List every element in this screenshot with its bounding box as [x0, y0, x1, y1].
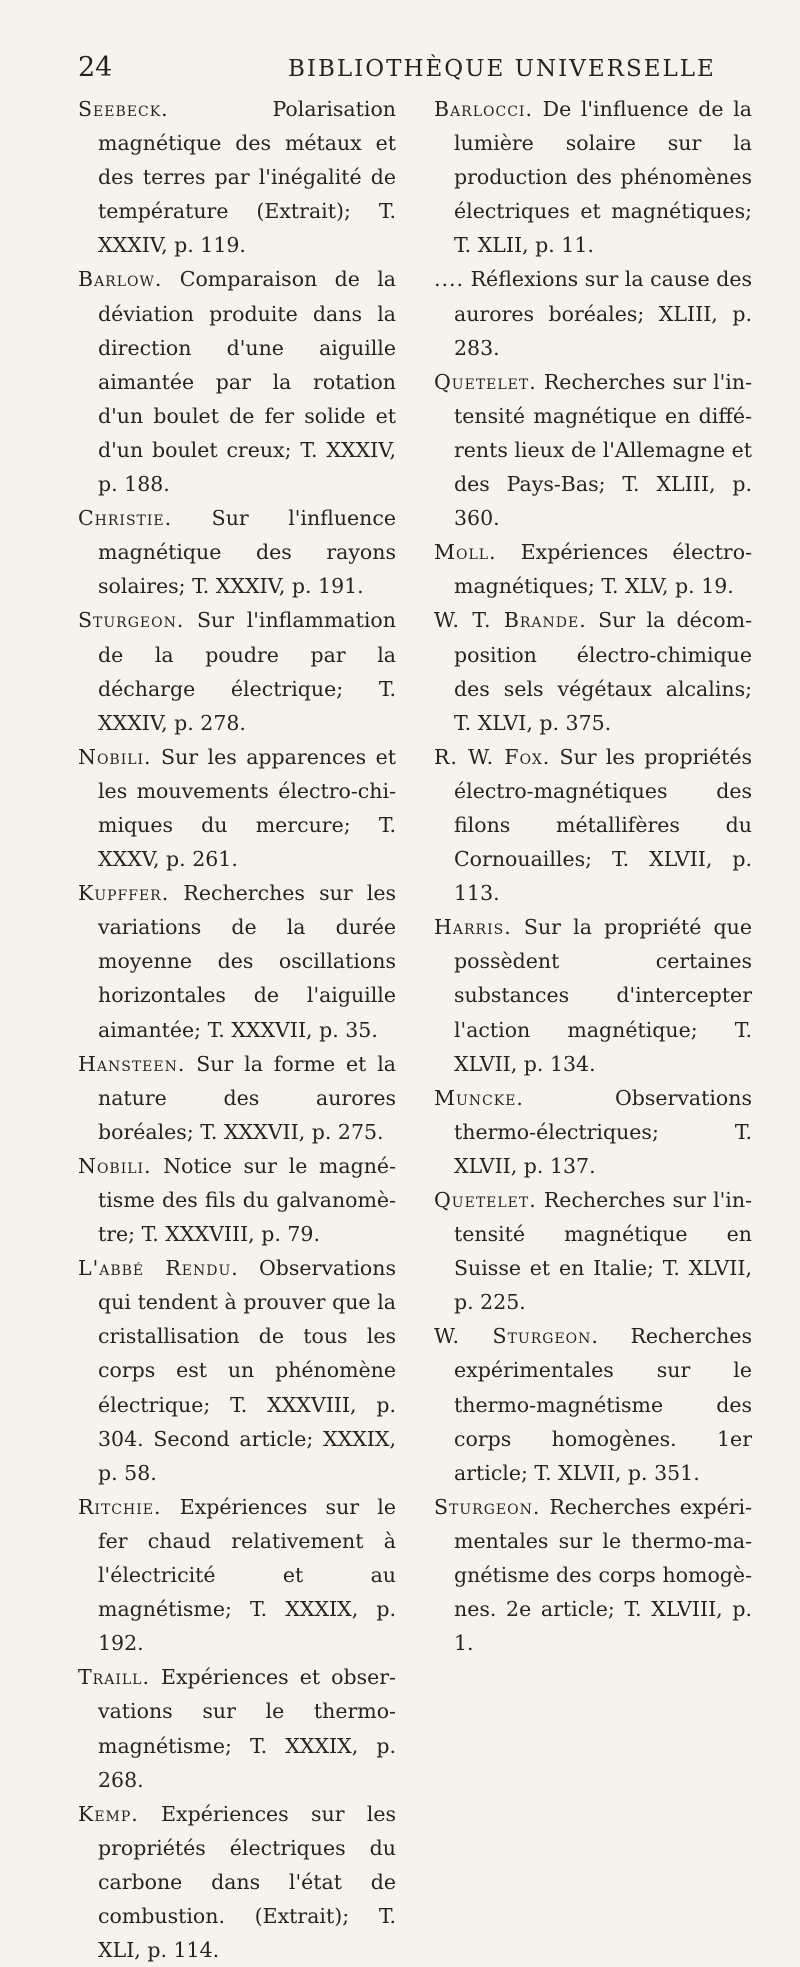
- bibliography-entry: [434, 910, 752, 1080]
- entry-text: Recherches expérimentales sur le thermo-magnétisme des corps homogènes. 2e article; T. XLVIII, p. 1.: [454, 1494, 752, 1656]
- bibliography-entry: [434, 365, 752, 535]
- bibliography-entry: [78, 1251, 396, 1490]
- entry-author: Muncke.: [434, 1085, 524, 1110]
- entry-text: Expériences sur les propriétés électriques du carbone dans l'état de combustion. (Extrait); T. XLI, p. 114.: [98, 1801, 396, 1963]
- bibliography-entry: [434, 1490, 752, 1660]
- entry-text: Sur la décomposition électro-chimique des sels végétaux alcalins; T. XLVI, p. 375.: [454, 608, 752, 735]
- entry-author: L'abbé Rendu.: [78, 1256, 239, 1281]
- bibliography-entry: [78, 1797, 396, 1967]
- entry-text: Recherches sur les variations de la durée moyenne des oscillations horizontales de l'aiguille aimantée; T. XXXVII, p. 35.: [98, 881, 396, 1042]
- entry-author: Ritchie.: [78, 1494, 162, 1519]
- entry-text: Comparaison de la déviation produite dans la direction d'une aiguille aimantée par la rotation d'un boulet de fer solide et d'un boulet creux; T. XXXIV, p. 188.: [98, 267, 396, 497]
- bibliography-entry: [78, 603, 396, 739]
- entry-text: Expériences électro-magnétiques; T. XLV, p. 19.: [454, 540, 752, 599]
- entry-author: Barlocci.: [434, 97, 533, 121]
- entry-author: Moll.: [434, 540, 497, 565]
- entry-text: Recherches expérimentales sur le thermo-magnétisme des corps homogènes. 1er article; T. XLVII, p. 351.: [454, 1324, 752, 1485]
- bibliography-entry: [78, 876, 396, 1046]
- entry-text: Notice sur le magnétisme des fils du galvanomètre; T. XXXVIII, p. 79.: [98, 1153, 396, 1247]
- bibliography-entry: [78, 1660, 396, 1796]
- entry-author: ....: [434, 267, 465, 292]
- entry-text: Sur l'influence magnétique des rayons solaires; T. XXXIV, p. 191.: [98, 506, 396, 599]
- entry-author: Harris.: [434, 915, 512, 940]
- entry-author: Nobili.: [78, 744, 152, 769]
- bibliography-entry: [434, 740, 752, 910]
- bibliography-entry: [78, 1490, 396, 1660]
- entry-author: W. T. Brande.: [434, 608, 587, 633]
- bibliography-entry: [78, 501, 396, 603]
- bibliography-entry: [78, 262, 396, 501]
- bibliography-entry: [434, 1319, 752, 1489]
- entry-author: W. Sturgeon.: [434, 1324, 599, 1349]
- bibliography-entry: [434, 92, 752, 262]
- bibliography-entry: [434, 262, 752, 364]
- entry-text: Polarisation magnétique des métaux et des terres par l'inégalité de température (Extrait); T. XXXIV, p. 119.: [98, 97, 396, 258]
- entry-author: Hansteen.: [78, 1051, 186, 1076]
- bibliography-entry: [434, 1183, 752, 1319]
- bibliography-entry: [434, 1081, 752, 1183]
- entry-author: Christie.: [78, 506, 173, 531]
- entry-author: Kemp.: [78, 1801, 139, 1826]
- entry-author: Seebeck.: [78, 97, 169, 121]
- entry-author: Kupffer.: [78, 881, 170, 906]
- entry-text: Sur la forme et la nature des aurores boréales; T. XXXVII, p. 275.: [98, 1051, 396, 1144]
- entry-text: De l'influence de la lumière solaire sur la production des phénomènes électriques et magnétiques; T. XLII, p. 11.: [454, 97, 752, 258]
- entry-text: Recherches sur l'intensité magnétique en différents lieux de l'Allemagne et des Pays-Bas; T. XLIII, p. 360.: [454, 369, 752, 531]
- entry-text: Sur les apparences et les mouvements électro-chimiques du mercure; T. XXXV, p. 261.: [98, 744, 396, 872]
- bibliography-entry: [78, 740, 396, 876]
- entry-text: Sur la propriété que possèdent certaines substances d'intercepter l'action magnétique; T. XLVII, p. 134.: [454, 915, 752, 1076]
- bibliography-entry: [78, 1149, 396, 1251]
- entry-author: Nobili.: [78, 1153, 152, 1178]
- entry-text: Réflexions sur la cause des aurores boréales; XLIII, p. 283.: [454, 267, 752, 360]
- entry-author: Traill.: [78, 1665, 150, 1690]
- entry-text: Expériences et observations sur le thermo-magnétisme; T. XXXIX, p. 268.: [98, 1665, 396, 1792]
- running-title: BIBLIOTHÈQUE UNIVERSELLE: [288, 56, 716, 82]
- entry-author: Barlow.: [78, 267, 163, 292]
- entry-author: Quetelet.: [434, 1188, 537, 1212]
- entry-text: Sur les propriétés électro-magnétiques des filons métallifères du Cornouailles; T. XLVII, p. 113.: [454, 744, 752, 906]
- page-number: 24: [78, 52, 113, 83]
- bibliography-entry: [434, 603, 752, 739]
- entry-text: Observations thermo-électriques; T. XLVII, p. 137.: [454, 1085, 752, 1178]
- entry-author: Sturgeon.: [434, 1494, 541, 1519]
- bibliography-entry: [78, 1047, 396, 1149]
- entry-text: Observations qui tendent à prouver que la cristallisation de tous les corps est un phénomène électrique; T. XXXVIII, p. 304. Second article; XXXIX, p. 58.: [98, 1256, 396, 1485]
- entry-text: Sur l'inflammation de la poudre par la décharge électrique; T. XXXIV, p. 278.: [98, 608, 396, 735]
- entry-text: Expériences sur le fer chaud relativement à l'électricité et au magnétisme; T. XXXIX, p. 192.: [98, 1494, 396, 1656]
- entry-text: Recherches sur l'intensité magnétique en Suisse et en Italie; T. XLVII, p. 225.: [454, 1188, 752, 1315]
- entry-author: Sturgeon.: [78, 608, 185, 633]
- bibliography-entry: [434, 535, 752, 603]
- bibliography-entry: [78, 92, 396, 262]
- running-header: [78, 52, 745, 92]
- left-column: [78, 92, 396, 1967]
- entry-author: Quetelet.: [434, 369, 537, 394]
- right-column: [434, 92, 752, 1660]
- entry-author: R. W. Fox.: [434, 744, 551, 769]
